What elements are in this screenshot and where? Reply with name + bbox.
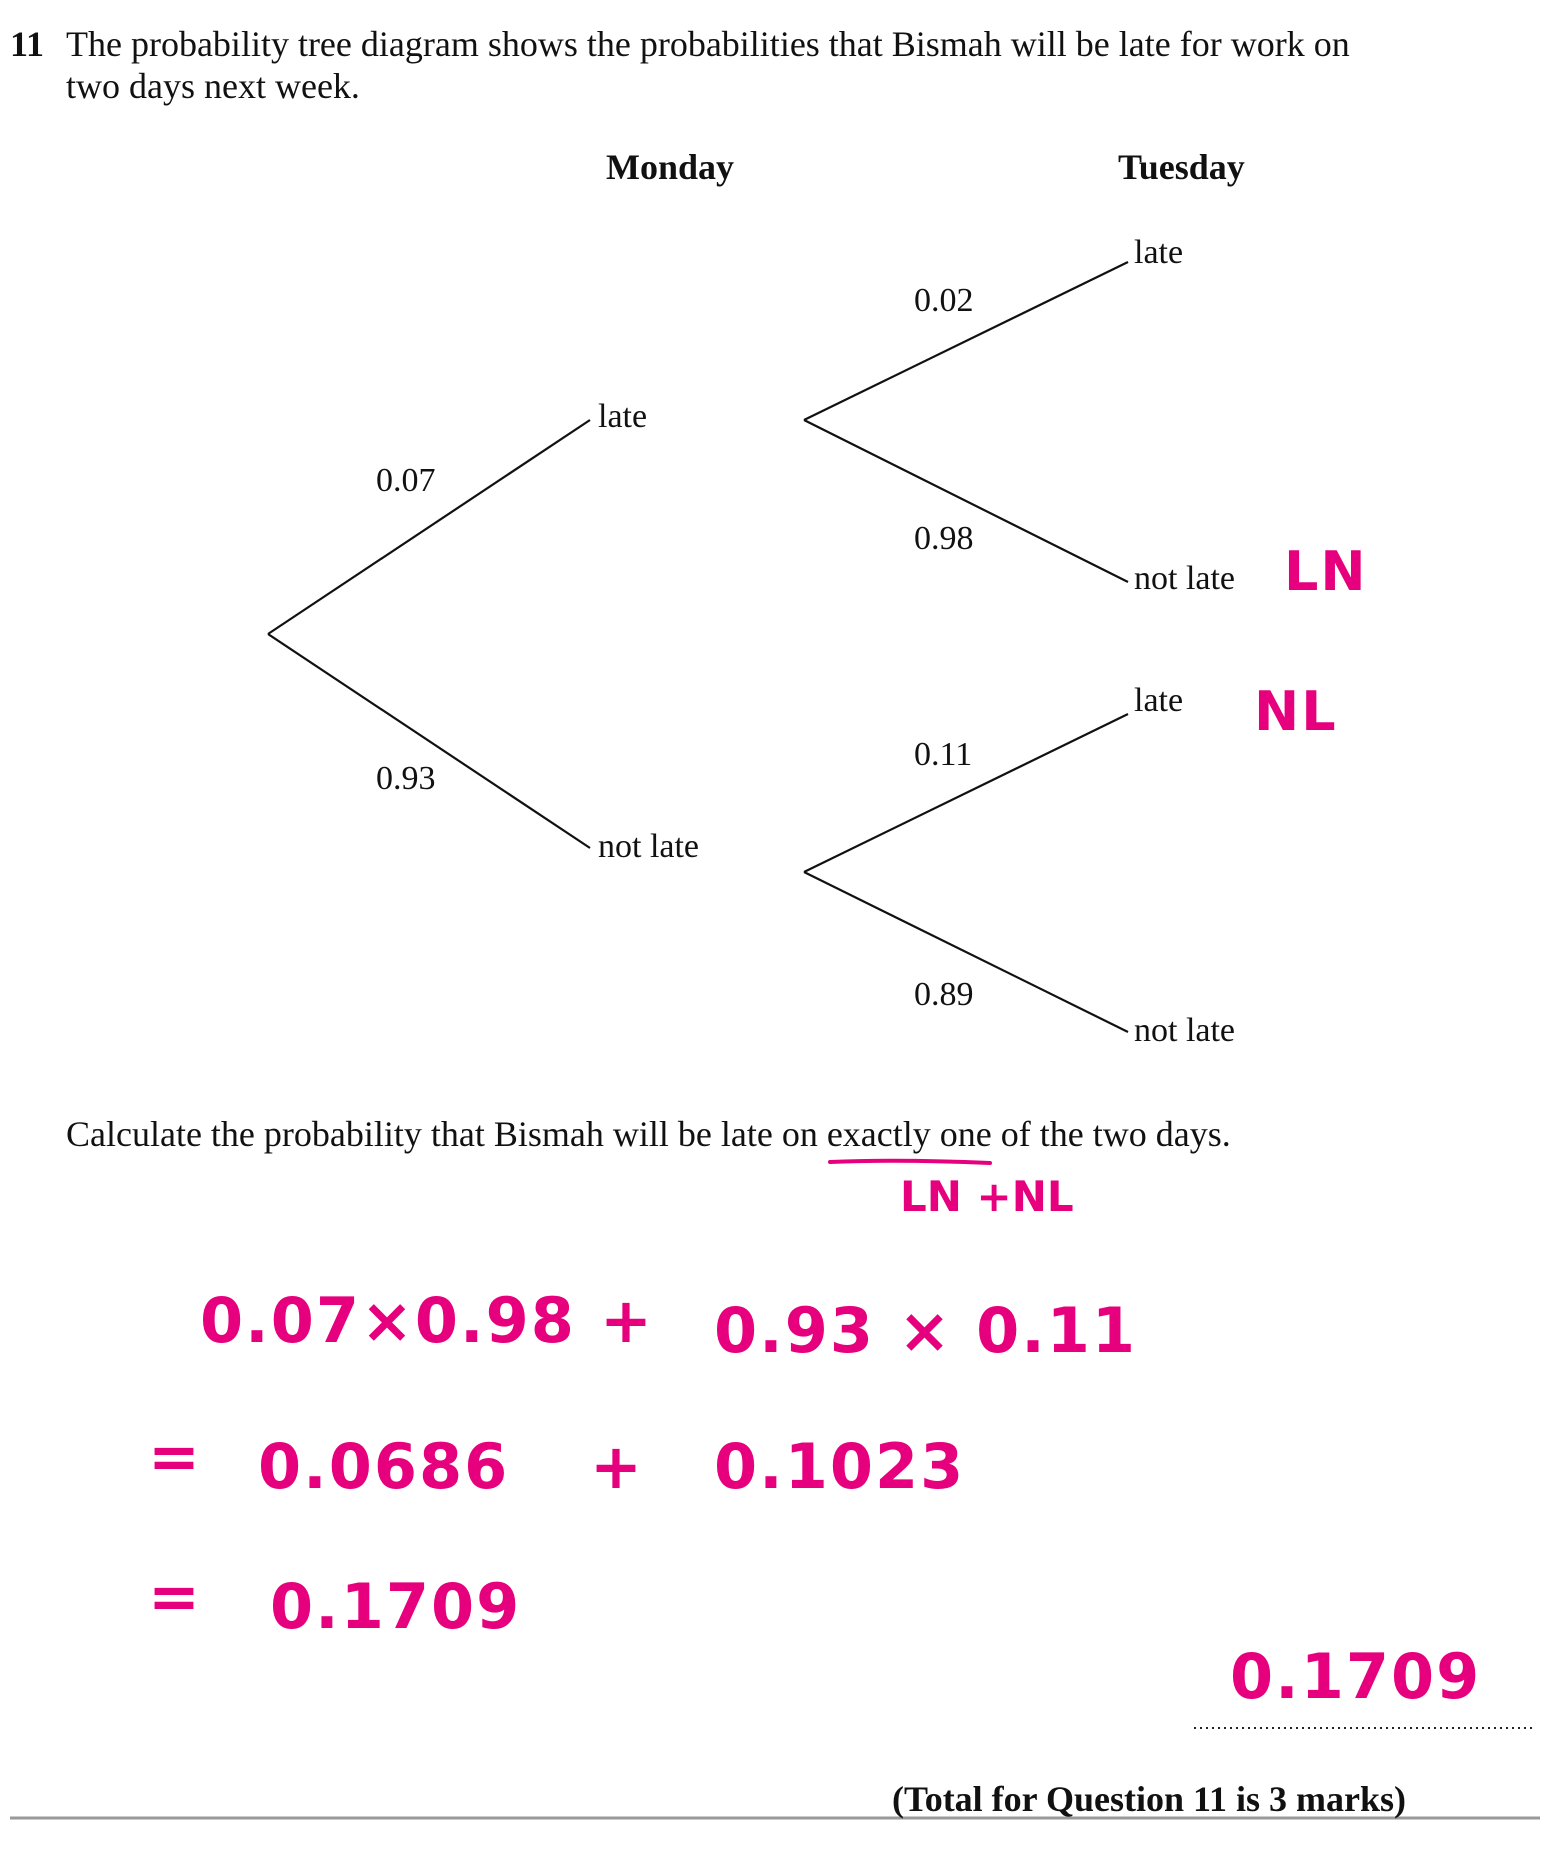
tuesday-notlate-not-late-label: not late [1134, 1012, 1236, 1049]
working-plus-2: + [590, 1430, 644, 1503]
question-number: 11 [10, 24, 45, 64]
branch-monday-late [268, 420, 590, 634]
instruction-after: of the two days. [991, 1114, 1231, 1154]
working-line3: 0.1709 [270, 1570, 522, 1643]
header-tuesday: Tuesday [1118, 147, 1245, 187]
working-line2-right: 0.1023 [714, 1430, 966, 1503]
monday-late-label: late [598, 398, 648, 435]
tuesday-notlate-not-late-prob: 0.89 [914, 976, 974, 1013]
working-line1-left: 0.07×0.98 [200, 1284, 576, 1357]
header-monday: Monday [606, 147, 735, 187]
working-line2-left: 0.0686 [258, 1430, 510, 1503]
instruction-text [66, 1112, 1231, 1156]
tuesday-notlate-late-prob: 0.11 [914, 736, 973, 773]
instruction-before: Calculate the probability that Bismah will be late on [66, 1114, 827, 1154]
monday-not-late-label: not late [598, 828, 700, 865]
tuesday-notlate-late-label: late [1134, 682, 1184, 719]
tuesday-late-not-late-prob: 0.98 [914, 520, 974, 557]
tuesday-late-late-prob: 0.02 [914, 282, 974, 319]
handwritten-tag-ln: LN [1284, 540, 1368, 603]
final-answer: 0.1709 [1230, 1640, 1482, 1713]
handwritten-note: LN +NL [900, 1172, 1074, 1221]
working-plus-1: + [600, 1284, 654, 1357]
tuesday-late-late-label: late [1134, 234, 1184, 271]
question-text-line-2: two days next week. [66, 66, 360, 106]
tuesday-late-not-late-label: not late [1134, 560, 1236, 597]
total-marks: (Total for Question 11 is 3 marks) [892, 1779, 1407, 1819]
question-text-line-1: The probability tree diagram shows the probabilities that Bismah will be late for work on [66, 24, 1350, 64]
working-line1-right: 0.93 × 0.11 [714, 1294, 1138, 1367]
monday-not-late-prob: 0.93 [376, 760, 436, 797]
handwritten-underline [830, 1161, 990, 1163]
branch-monday-not-late [268, 634, 590, 848]
monday-late-prob: 0.07 [376, 462, 436, 499]
working-equals-2: = [148, 1560, 202, 1633]
handwritten-tag-nl: NL [1254, 680, 1338, 743]
working-equals-1: = [148, 1420, 202, 1493]
instruction-emphasis: exactly one [826, 1114, 992, 1154]
